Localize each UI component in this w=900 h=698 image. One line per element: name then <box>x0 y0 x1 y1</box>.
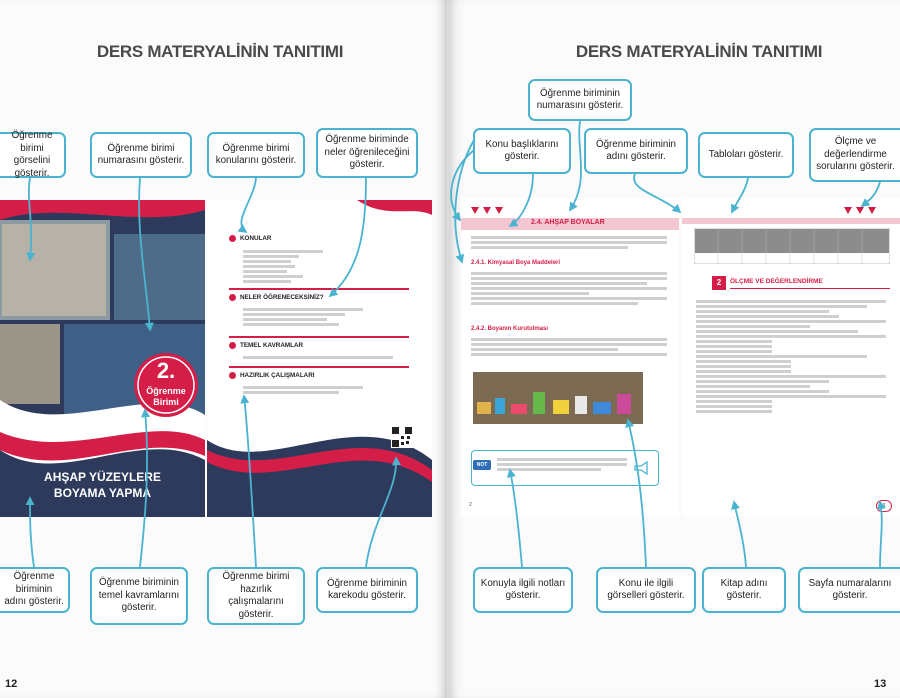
unit-number-badge: 2. <box>156 358 176 383</box>
callout-unit-topics: Öğrenme birimi konularını gösterir. <box>207 132 305 178</box>
subtopic-2: 2.4.2. Boyanın Kurutulması <box>471 326 549 332</box>
callout-unit-name: Öğrenme biriminin adını gösterir. <box>584 128 688 174</box>
materials-table <box>694 228 890 264</box>
callout-preparation: Öğrenme birimi hazırlık çalışmalarını gösterir. <box>207 567 305 625</box>
assessment-page <box>682 198 900 516</box>
ornament-icon <box>469 204 519 218</box>
callout-tables: Tabloları gösterir. <box>698 132 794 178</box>
callout-unit-name: Öğrenme biriminin adını gösterir. <box>0 567 70 613</box>
page-header: DERS MATERYALİNİN TANITIMI <box>96 42 344 61</box>
section-temel-kavramlar: TEMEL KAVRAMLAR <box>229 342 303 349</box>
section-neler-ogreneceksiniz: NELER ÖĞRENECEKSİNİZ? <box>229 294 324 301</box>
topic-page <box>461 198 679 516</box>
callout-assessment: Ölçme ve değerlendirme sorularını gösterir. <box>809 128 900 182</box>
ornament-icon-right <box>842 204 892 218</box>
book-page-number-right: 3 <box>876 500 892 512</box>
subtopic-1: 2.4.1. Kimyasal Boya Maddeleri <box>471 260 561 266</box>
unit-cover-page <box>0 200 205 517</box>
unit-word-1: Öğrenme <box>146 386 186 396</box>
callout-unit-number: Öğrenme biriminin numarasını gösterir. <box>528 79 632 121</box>
page-number: 13 <box>874 678 887 690</box>
topic-image <box>473 372 643 424</box>
left-page <box>0 0 447 698</box>
callout-topic-headings: Konu başlıklarını gösterir. <box>473 128 571 174</box>
page-number: 12 <box>5 678 18 690</box>
callout-page-numbers: Sayfa numaralarını gösterir. <box>798 567 900 613</box>
section-hazirlik-calismalari: HAZIRLIK ÇALIŞMALARI <box>229 372 315 379</box>
section-konular: KONULAR <box>229 235 271 242</box>
assessment-title: ÖLÇME VE DEĞERLENDİRME <box>730 278 823 285</box>
qr-code-icon <box>391 426 413 448</box>
topic-title: 2.4. AHŞAP BOYALAR <box>531 219 605 226</box>
unit-title-line-1: AHŞAP YÜZEYLERE <box>44 470 161 484</box>
callout-images: Konu ile ilgili görselleri gösterir. <box>596 567 696 613</box>
unit-word-2: Birimi <box>153 397 179 407</box>
note-label: NOT <box>473 460 491 470</box>
callout-book-name: Kitap adını gösterir. <box>702 567 786 613</box>
book-page-number-left: 2 <box>469 502 472 508</box>
callout-key-concepts: Öğrenme biriminin temel kavramlarını gösterir. <box>90 567 188 625</box>
callout-unit-image: Öğrenme birimi görselini gösterir. <box>0 132 66 178</box>
callout-learning-outcomes: Öğrenme biriminde neler öğrenileceğini gösterir. <box>316 128 418 178</box>
right-page <box>449 0 900 698</box>
callout-qr-code: Öğrenme biriminin karekodu gösterir. <box>316 567 418 613</box>
unit-title-line-2: BOYAMA YAPMA <box>53 486 152 500</box>
unit-contents-page <box>207 200 432 517</box>
megaphone-icon <box>633 460 649 476</box>
unit-badge: 2 <box>712 276 726 290</box>
callout-unit-number: Öğrenme birimi numarasını gösterir. <box>90 132 192 178</box>
callout-notes: Konuyla ilgili notları gösterir. <box>473 567 573 613</box>
page-header: DERS MATERYALİNİN TANITIMI <box>575 42 823 61</box>
